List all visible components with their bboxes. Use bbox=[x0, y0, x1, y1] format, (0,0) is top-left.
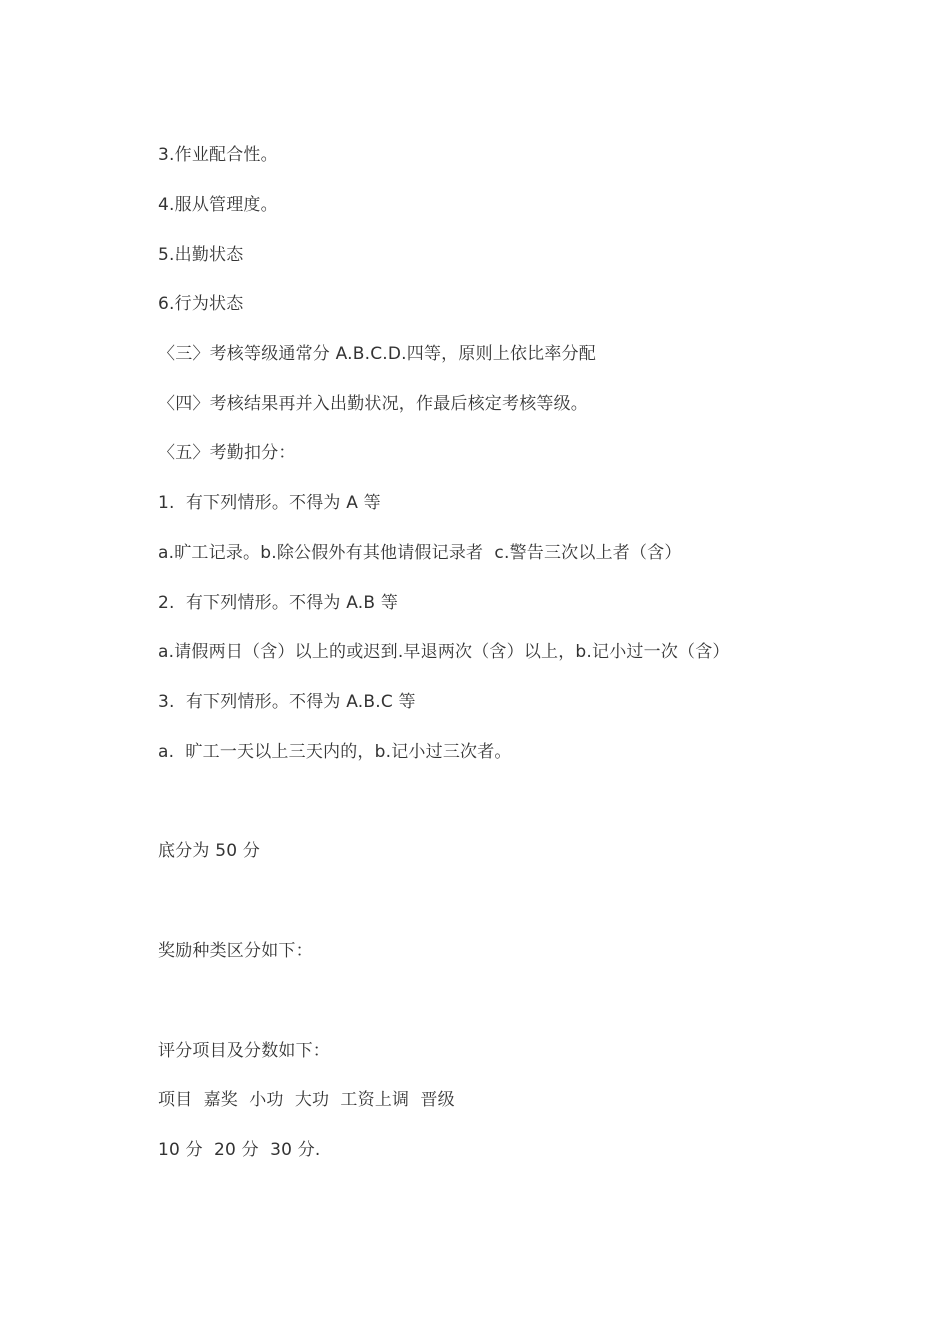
item-attendance-status: 5.出勤状态 bbox=[158, 245, 244, 265]
section-five-attendance-deduction: 〈五〉考勤扣分： bbox=[158, 443, 296, 463]
scoring-items-heading: 评分项目及分数如下： bbox=[158, 1041, 330, 1061]
item-management-compliance: 4.服从管理度。 bbox=[158, 195, 278, 215]
scoring-points-row: 10 分 20 分 30 分. bbox=[158, 1140, 321, 1160]
section-four-result-merge: 〈四〉考核结果再并入出勤状况，作最后核定考核等级。 bbox=[158, 394, 588, 414]
base-score: 底分为 50 分 bbox=[158, 841, 261, 861]
rule-3-heading: 3. 有下列情形。不得为 A.B.C 等 bbox=[158, 692, 416, 712]
rule-1-conditions: a.旷工记录。b.除公假外有其他请假记录者 c.警告三次以上者（含） bbox=[158, 543, 682, 563]
rule-1-heading: 1. 有下列情形。不得为 A 等 bbox=[158, 493, 381, 513]
section-three-grade-levels: 〈三〉考核等级通常分 A.B.C.D.四等，原则上依比率分配 bbox=[158, 344, 596, 364]
rule-3-conditions: a. 旷工一天以上三天内的，b.记小过三次者。 bbox=[158, 742, 512, 762]
reward-types-heading: 奖励种类区分如下： bbox=[158, 941, 313, 961]
item-work-cooperation: 3.作业配合性。 bbox=[158, 145, 278, 165]
scoring-items-row: 项目 嘉奖 小功 大功 工资上调 晋级 bbox=[158, 1090, 455, 1110]
item-behavior-status: 6.行为状态 bbox=[158, 294, 244, 314]
rule-2-heading: 2. 有下列情形。不得为 A.B 等 bbox=[158, 593, 399, 613]
rule-2-conditions: a.请假两日（含）以上的或迟到.早退两次（含）以上，b.记小过一次（含） bbox=[158, 642, 730, 662]
